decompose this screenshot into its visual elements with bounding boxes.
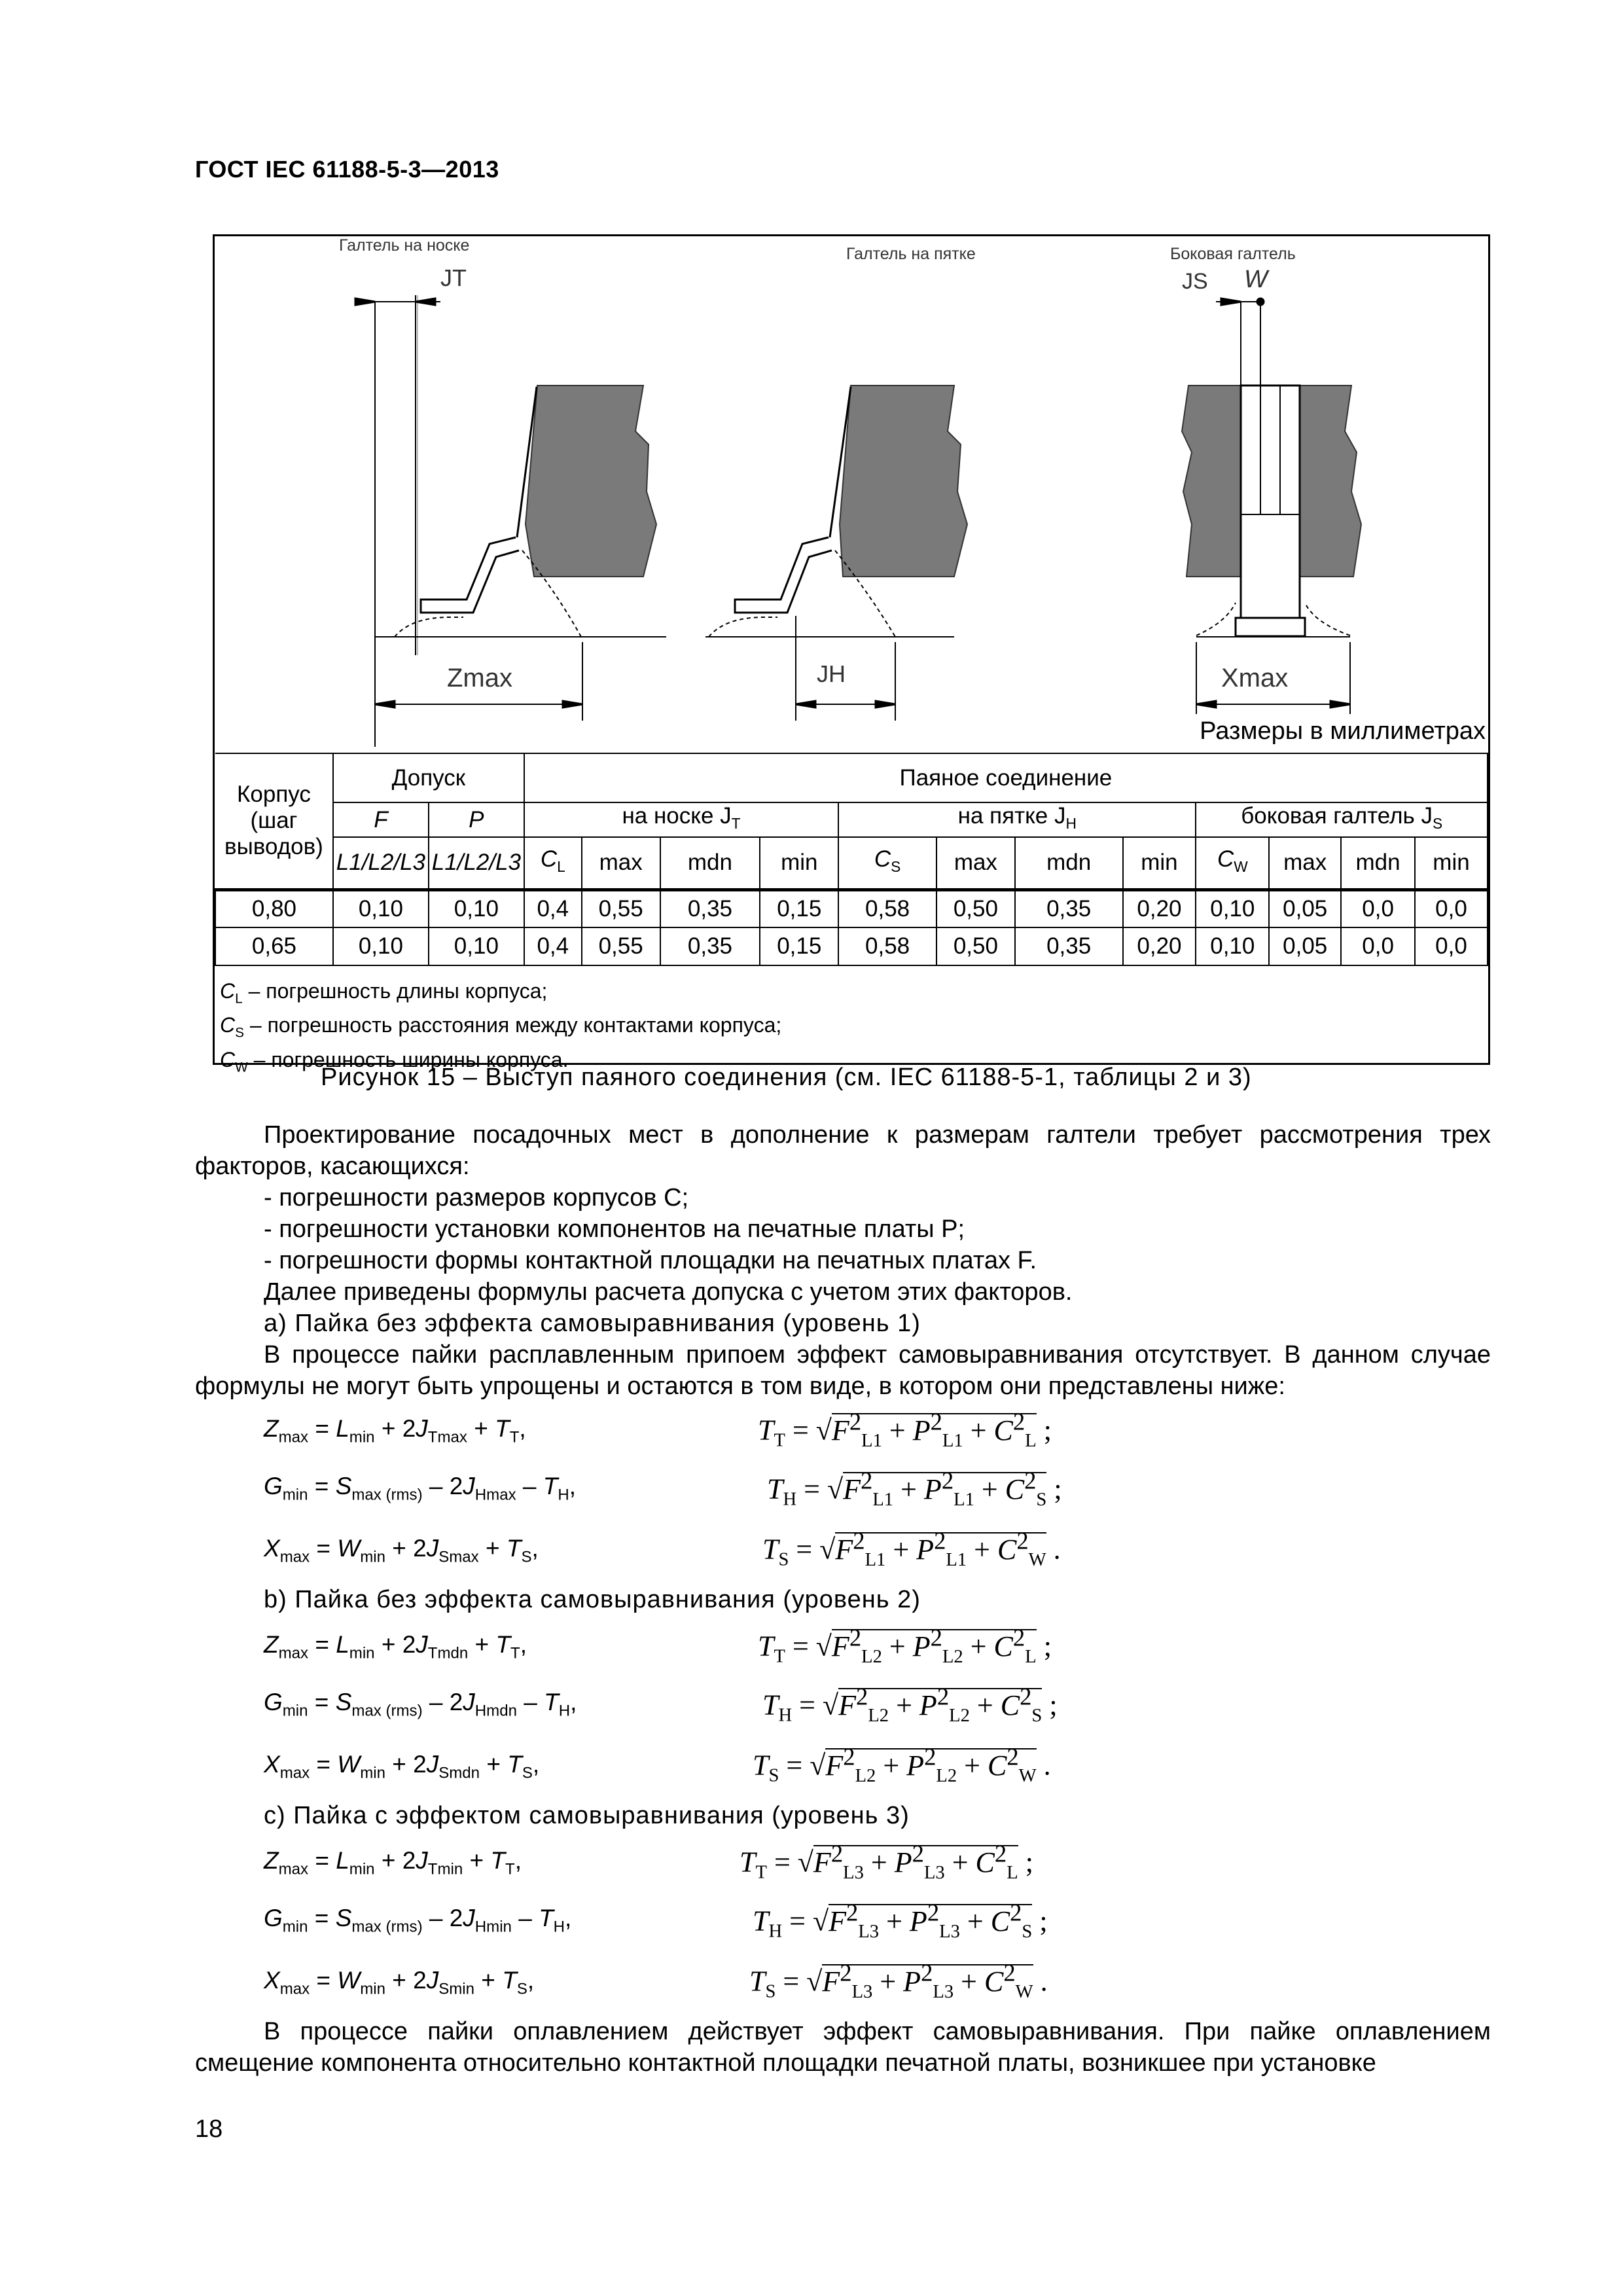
table-cell: 0,20 (1123, 927, 1196, 965)
table-row (215, 889, 1488, 927)
table-cell: 0,4 (524, 889, 582, 927)
p-l123-header: L1/L2/L3 (429, 837, 524, 889)
table-cell: 0,10 (333, 889, 429, 927)
solder-joint-header: Паяное соединение (524, 753, 1488, 802)
formula-gmin-3: $G_{min} = S_{max (rms)} - 2J_{Hmin} - T_H$, (264, 1905, 572, 1936)
formula-th-1: $T_H = √F^2_{L1} + P^2_{L1} + C^2_S$ ; (767, 1467, 1062, 1510)
f-header: F (333, 802, 429, 837)
list-item-2: - погрешности установки компонентов на печатные платы P; (264, 1215, 965, 1243)
formula-zmax-2: $Z_{max} = L_{min} + 2J_{Tmdn} + T_T$, (264, 1631, 527, 1662)
table-cell: 0,35 (660, 927, 760, 965)
page-number: 18 (195, 2115, 223, 2143)
units-note: Размеры в миллиметрах (1200, 717, 1486, 745)
formula-tt-1: $T_T = √F^2_{L1} + P^2_{L1} + C^2_L$ ; (758, 1408, 1052, 1451)
table-cell: 0,35 (1015, 889, 1123, 927)
zmax-label: Zmax (447, 664, 512, 692)
jt-label: JT (440, 264, 467, 291)
heel-min-header: min (1123, 837, 1196, 889)
cw-header: $C_W$ (1196, 837, 1269, 889)
document-header: ГОСТ IEC 61188-5-3—2013 (195, 156, 499, 183)
note-cw: $C_W$ – погрешность ширины корпуса. (220, 1047, 569, 1075)
formula-th-3: $T_H = √F^2_{L3} + P^2_{L3} + C^2_S$ ; (753, 1899, 1048, 1942)
formula-xmax-3: $X_{max} = W_{min} + 2J_{Smin} + T_S$, (264, 1967, 535, 1998)
table-cell: 0,10 (429, 927, 524, 965)
toe-mdn-header: mdn (660, 837, 760, 889)
cl-header: $C_L$ (524, 837, 582, 889)
p-header: P (429, 802, 524, 837)
side-fillet-label: Боковая галтель (1170, 245, 1296, 263)
table-cell: 0,55 (582, 889, 660, 927)
heel-max-header: max (936, 837, 1015, 889)
package-header: Корпус (шаг выводов) (215, 753, 333, 889)
figure-caption: Рисунок 15 – Выступ паяного соединения (см. IEC 61188-5-1, таблицы 2 и 3) (321, 1064, 1252, 1091)
table-cell: 0,0 (1415, 889, 1488, 927)
toe-max-header: max (582, 837, 660, 889)
table-cell: 0,10 (333, 927, 429, 965)
toe-fillet-label: Галтель на носке (339, 236, 470, 255)
formula-ts-2: $T_S = √F^2_{L2} + P^2_{L2} + C^2_W$ . (753, 1743, 1051, 1786)
heading-b: b) Пайка без эффекта самовыравнивания (уровень 2) (264, 1586, 921, 1613)
paragraph-3: В процессе пайки расплавленным припоем эффект самовыравнивания отсутствует. В данном случае формулы не могут быть упрощены и остаются в том виде, в котором они представлены ниже: (195, 1341, 1491, 1400)
f-l123-header: L1/L2/L3 (333, 837, 429, 889)
cs-header: $C_S$ (838, 837, 936, 889)
paragraph-2: Далее приведены формулы расчета допуска с учетом этих факторов. (264, 1278, 1073, 1306)
figure-15 (213, 234, 1490, 1075)
solder-joint-drawing (215, 236, 1488, 753)
table-cell: 0,35 (660, 889, 760, 927)
side-max-header: max (1269, 837, 1341, 889)
table-cell: 0,55 (582, 927, 660, 965)
table-cell: 0,35 (1015, 927, 1123, 965)
formula-ts-3: $T_S = √F^2_{L3} + P^2_{L3} + C^2_W$ . (749, 1959, 1048, 2002)
table-cell: 0,15 (760, 927, 838, 965)
side-min-header: min (1415, 837, 1488, 889)
formula-gmin-1: $G_{min} = S_{max (rms)} - 2J_{Hmax} - T_H$, (264, 1473, 576, 1504)
tolerance-table (215, 753, 1488, 966)
heel-mdn-header: mdn (1015, 837, 1123, 889)
formula-tt-2: $T_T = √F^2_{L2} + P^2_{L2} + C^2_L$ ; (758, 1624, 1052, 1667)
paragraph-4: В процессе пайки оплавлением действует эффект самовыравнивания. При пайке оплавлением смещение компонента относительно контактной площадки печатной платы, возникшее при установке (195, 2018, 1491, 2077)
table-cell: 0,80 (215, 889, 333, 927)
heading-a: а) Пайка без эффекта самовыравнивания (уровень 1) (264, 1310, 921, 1337)
js-label: JS (1182, 269, 1208, 294)
table-cell: 0,0 (1415, 927, 1488, 965)
table-cell: 0,05 (1269, 927, 1341, 965)
table-cell: 0,05 (1269, 889, 1341, 927)
table-cell: 0,10 (1196, 927, 1269, 965)
table-cell: 0,20 (1123, 889, 1196, 927)
formula-th-2: $T_H = √F^2_{L2} + P^2_{L2} + C^2_S$ ; (762, 1683, 1058, 1726)
side-mdn-header: mdn (1341, 837, 1415, 889)
side-header: боковая галтель $J_S$ (1196, 802, 1488, 837)
table-cell: 0,65 (215, 927, 333, 965)
table-cell: 0,50 (936, 927, 1015, 965)
toe-min-header: min (760, 837, 838, 889)
toe-header: на носке $J_T$ (524, 802, 838, 837)
table-cell: 0,50 (936, 889, 1015, 927)
table-cell: 0,10 (429, 889, 524, 927)
w-label: W (1244, 266, 1268, 293)
table-cell: 0,15 (760, 889, 838, 927)
table-cell: 0,0 (1341, 889, 1415, 927)
note-cs: $C_S$ – погрешность расстояния между контактами корпуса; (220, 1013, 782, 1041)
table-cell: 0,58 (838, 889, 936, 927)
table-cell: 0,58 (838, 927, 936, 965)
list-item-1: - погрешности размеров корпусов C; (264, 1184, 689, 1211)
formula-zmax-3: $Z_{max} = L_{min} + 2J_{Tmin} + T_T$, (264, 1847, 522, 1878)
table-cell: 0,0 (1341, 927, 1415, 965)
xmax-label: Xmax (1221, 664, 1289, 692)
heel-fillet-label: Галтель на пятке (846, 245, 976, 263)
formula-ts-1: $T_S = √F^2_{L1} + P^2_{L1} + C^2_W$ . (762, 1527, 1061, 1570)
paragraph-1: Проектирование посадочных мест в дополнение к размерам галтели требует рассмотрения трех факторов, касающихся: (195, 1121, 1491, 1180)
heel-header: на пятке $J_H$ (838, 802, 1196, 837)
tolerance-header: Допуск (333, 753, 524, 802)
formula-xmax-2: $X_{max} = W_{min} + 2J_{Smdn} + T_S$, (264, 1751, 540, 1782)
formula-zmax-1: $Z_{max} = L_{min} + 2J_{Tmax} + T_T$, (264, 1415, 526, 1446)
heading-c: c) Пайка с эффектом самовыравнивания (уровень 3) (264, 1802, 910, 1829)
formula-gmin-2: $G_{min} = S_{max (rms)} - 2J_{Hmdn} - T_H$, (264, 1689, 577, 1720)
table-row (215, 927, 1488, 965)
formula-tt-3: $T_T = √F^2_{L3} + P^2_{L3} + C^2_L$ ; (740, 1840, 1033, 1883)
table-cell: 0,10 (1196, 889, 1269, 927)
table-cell: 0,4 (524, 927, 582, 965)
formula-xmax-1: $X_{max} = W_{min} + 2J_{Smax} + T_S$, (264, 1535, 539, 1566)
note-cl: $C_L$ – погрешность длины корпуса; (220, 979, 548, 1007)
jh-label: JH (817, 660, 846, 687)
list-item-3: - погрешности формы контактной площадки на печатных платах F. (264, 1247, 1037, 1274)
